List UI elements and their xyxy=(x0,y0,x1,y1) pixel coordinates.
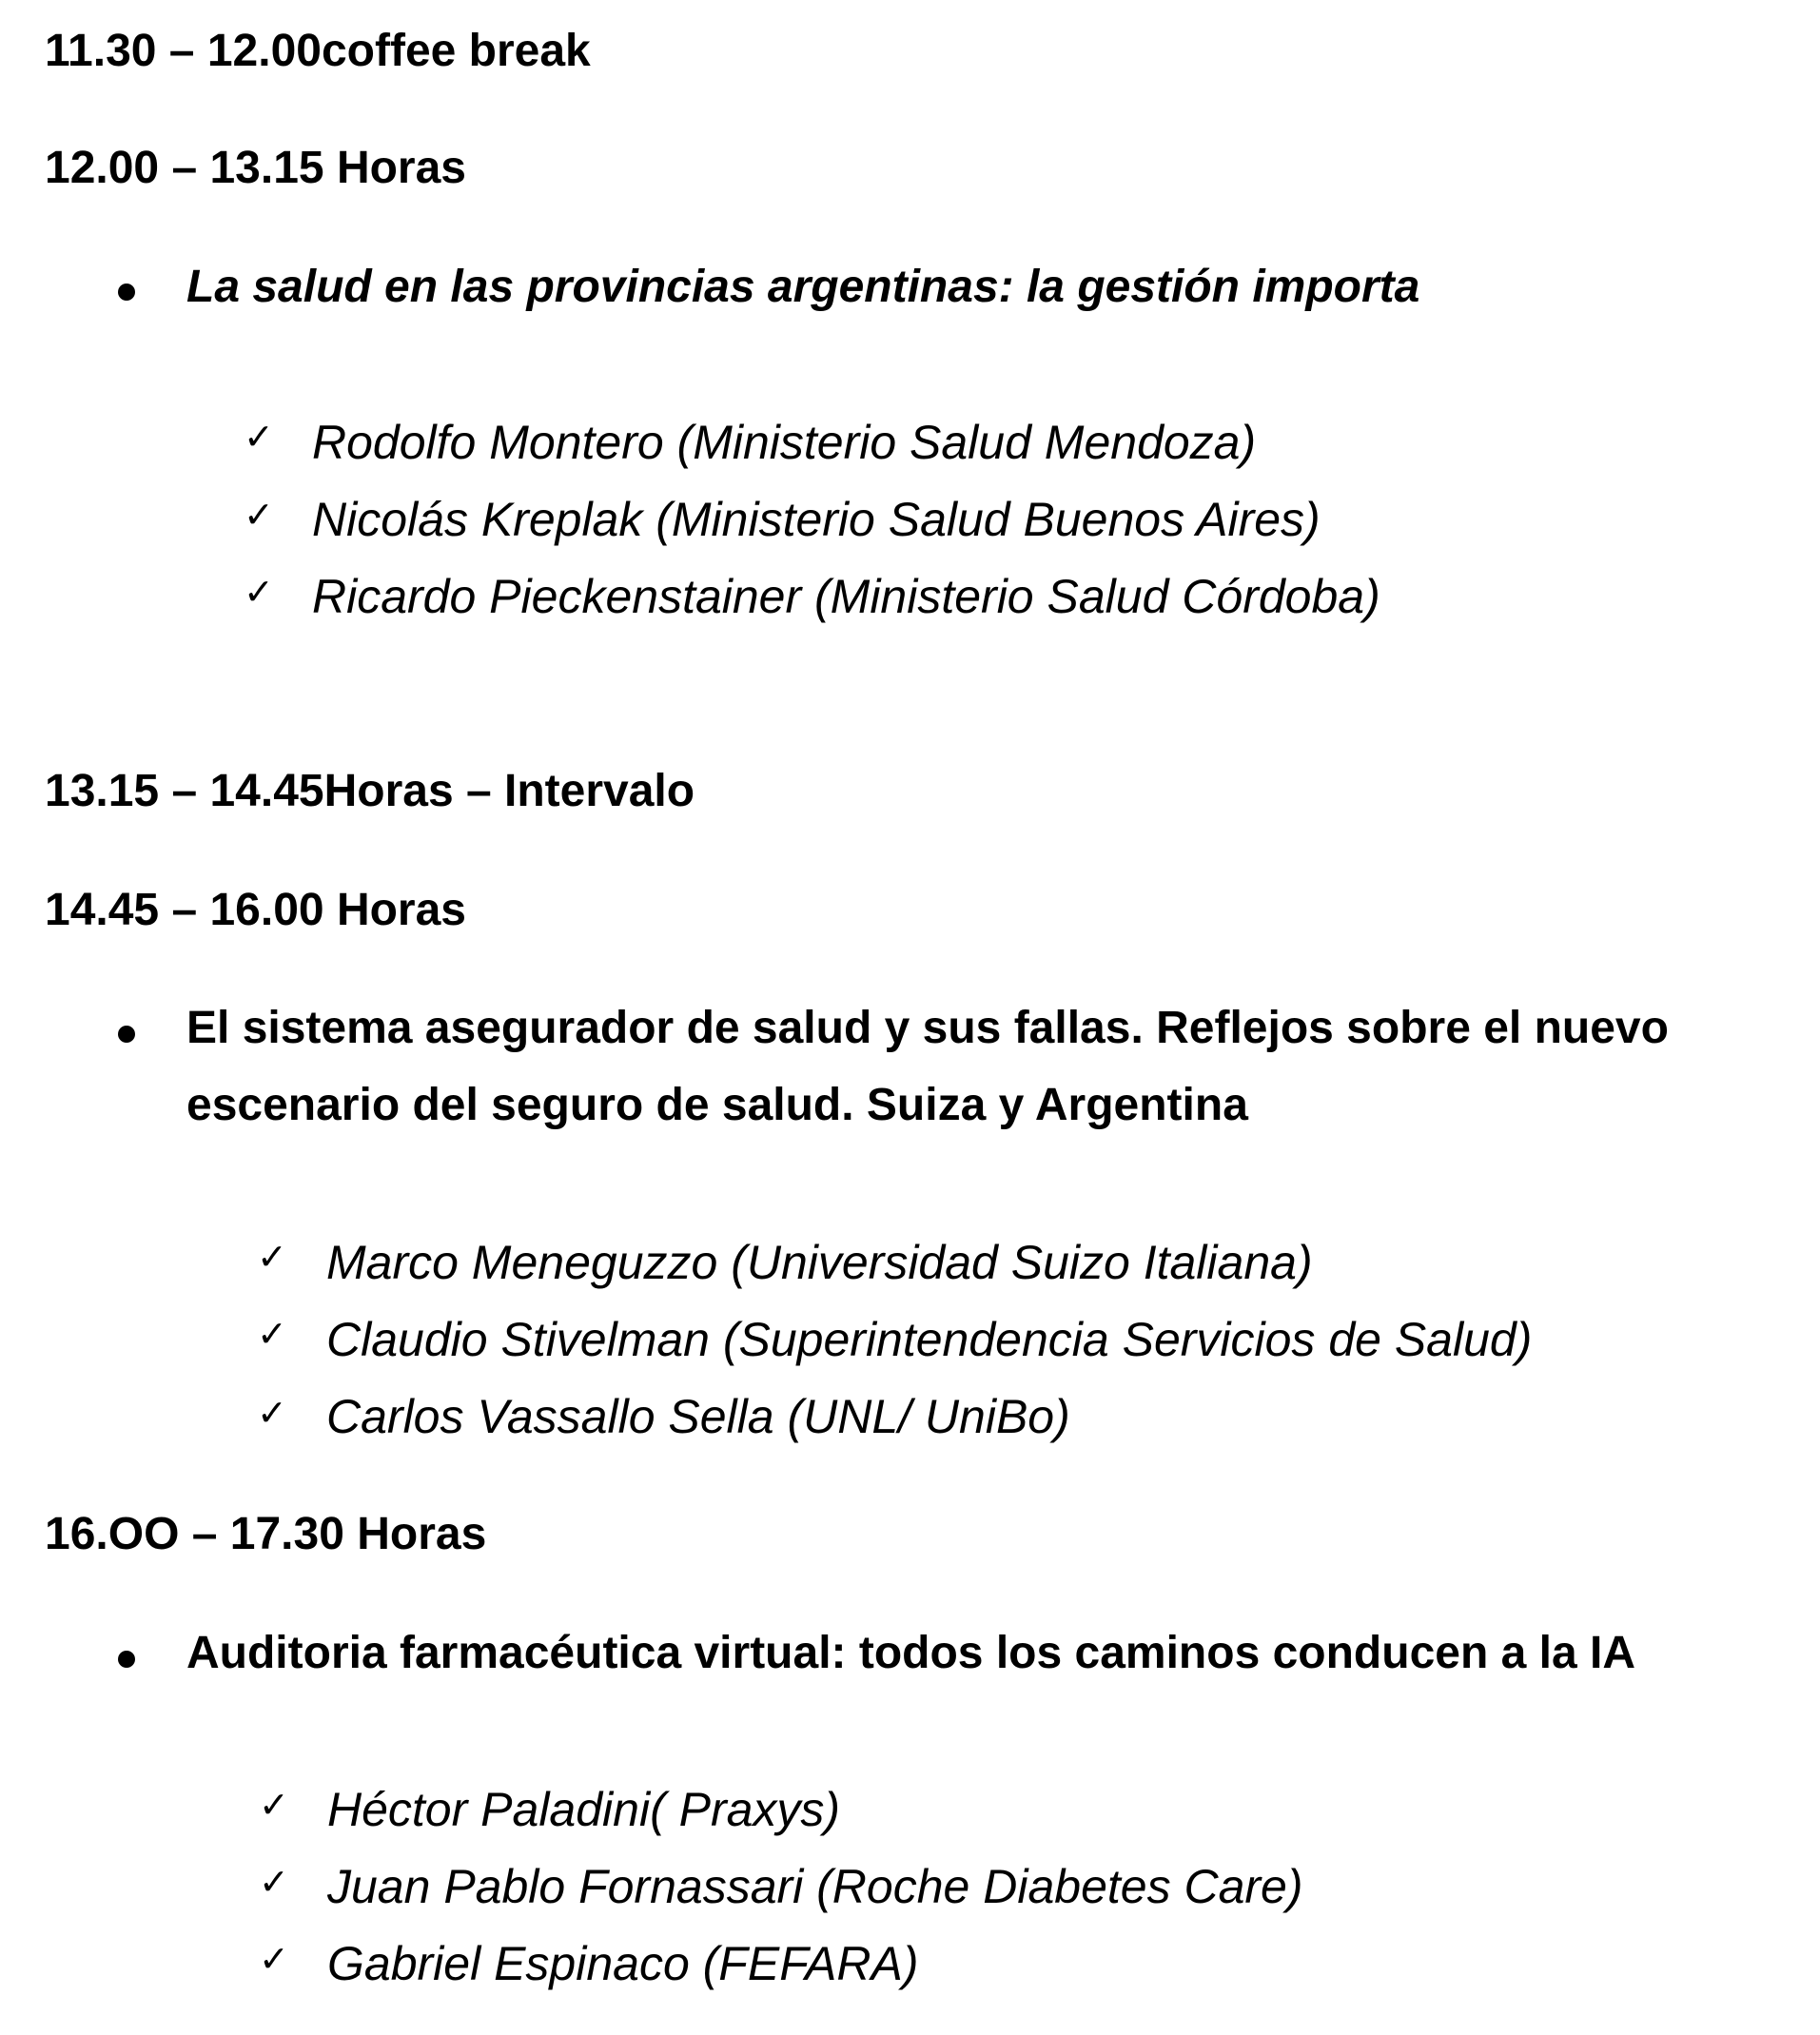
checkmark-icon: ✓ xyxy=(257,1236,287,1278)
bullet-dot-icon xyxy=(118,284,135,301)
session-3-topic: Auditoria farmacéutica virtual: todos los caminos conducen a la IA xyxy=(186,1628,1636,1678)
session-2-speaker-3: Carlos Vassallo Sella (UNL/ UniBo) xyxy=(326,1390,1070,1443)
session-2-speaker-2: Claudio Stivelman (Superintendencia Servicios de Salud) xyxy=(326,1313,1533,1366)
session-2-topic-line-2: escenario del seguro de salud. Suiza y Argentina xyxy=(186,1080,1248,1130)
checkmark-icon: ✓ xyxy=(259,1938,289,1980)
session-1-time: 12.00 – 13.15 Horas xyxy=(45,143,466,193)
session-1-speaker-1: Rodolfo Montero (Ministerio Salud Mendoza) xyxy=(312,416,1257,469)
bullet-dot-icon xyxy=(118,1026,135,1043)
checkmark-icon: ✓ xyxy=(259,1861,289,1903)
session-2-topic-line-1: El sistema asegurador de salud y sus fallas. Reflejos sobre el nuevo xyxy=(186,1003,1669,1053)
checkmark-icon: ✓ xyxy=(244,571,274,613)
checkmark-icon: ✓ xyxy=(257,1313,287,1355)
session-3-speaker-3: Gabriel Espinaco (FEFARA) xyxy=(327,1937,919,1990)
session-2-time: 14.45 – 16.00 Horas xyxy=(45,885,466,935)
checkmark-icon: ✓ xyxy=(244,416,274,458)
session-3-time: 16.OO – 17.30 Horas xyxy=(45,1509,487,1559)
coffee-break-time: 11.30 – 12.00coffee break xyxy=(45,26,591,76)
session-3-speaker-1: Héctor Paladini( Praxys) xyxy=(327,1783,841,1836)
checkmark-icon: ✓ xyxy=(244,494,274,536)
session-2-speaker-1: Marco Meneguzzo (Universidad Suizo Italiana) xyxy=(326,1236,1313,1289)
break-time: 13.15 – 14.45Horas – Intervalo xyxy=(45,766,695,816)
checkmark-icon: ✓ xyxy=(259,1784,289,1826)
session-1-speaker-3: Ricardo Pieckenstainer (Ministerio Salud Córdoba) xyxy=(312,570,1380,623)
session-1-speaker-2: Nicolás Kreplak (Ministerio Salud Buenos Aires) xyxy=(312,493,1321,546)
bullet-dot-icon xyxy=(118,1651,135,1668)
session-1-topic: La salud en las provincias argentinas: la gestión importa xyxy=(186,262,1420,312)
checkmark-icon: ✓ xyxy=(257,1392,287,1434)
session-3-speaker-2: Juan Pablo Fornassari (Roche Diabetes Care) xyxy=(327,1860,1303,1913)
